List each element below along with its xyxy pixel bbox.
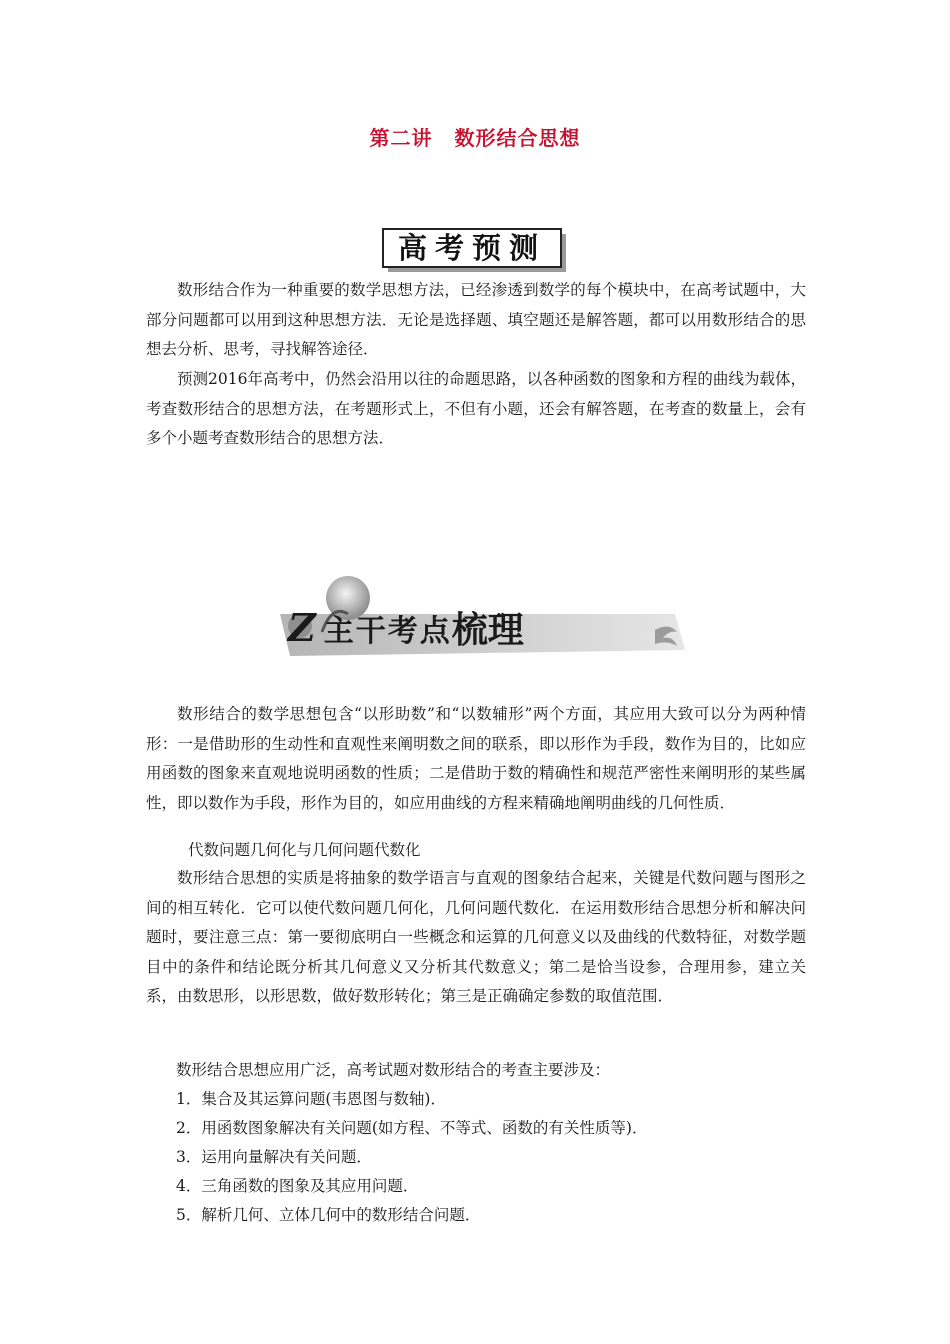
key-points-paragraph-1: 数形结合的数学思想包含“以形助数”和“以数辅形”两个方面，其应用大致可以分为两种情形：一是借助形的生动性和直观性来阐明数之间的联系，即以形作为手段，数作为目的，比如应用函数的图象来直观地说明函数的性质；二是借助于数的精确性和规范严密性来阐明形的某些属性，即以数作为手段，形作为目的，如应用曲线的方程来精确地阐明曲线的几何性质． xyxy=(146,705,806,812)
banner-forecast-label: 高考预测 xyxy=(382,228,562,268)
forecast-paragraph-2: 预测2016年高考中，仍然会沿用以往的命题思路，以各种函数的图象和方程的曲线为载体，考查数形结合的思想方法，在考题形式上，不但有小题，还会有解答题，在考查的数量上，会有多个小题考查数形结合的思想方法． xyxy=(146,370,806,447)
forecast-paragraph-1: 数形结合作为一种重要的数学思想方法，已经渗透到数学的每个模块中，在高考试题中，大部分问题都可以用到这种思想方法．无论是选择题、填空题还是解答题，都可以用数形结合的思想去分析、思考，寻找解答途径． xyxy=(146,281,806,358)
page-title xyxy=(0,122,950,151)
banner-text-emphasis: 梳理 xyxy=(451,610,524,651)
banner-letter: Z xyxy=(288,605,318,650)
list-item: 1．集合及其运算问题(韦恩图与数轴)． xyxy=(176,1090,446,1108)
list-item: 3．运用向量解决有关问题． xyxy=(176,1148,372,1166)
section-banner-forecast xyxy=(382,228,566,272)
key-points-subheading: 代数问题几何化与几何问题代数化 xyxy=(188,841,421,859)
list-item: 4．三角函数的图象及其应用问题． xyxy=(176,1177,419,1195)
applications-intro: 数形结合思想应用广泛，高考试题对数形结合的考查主要涉及： xyxy=(176,1061,611,1079)
list-item: 5．解析几何、立体几何中的数形结合问题． xyxy=(176,1206,481,1224)
key-points-paragraph-2: 数形结合思想的实质是将抽象的数学语言与直观的图象结合起来，关键是代数问题与图形之间的相互转化．它可以使代数问题几何化，几何问题代数化．在运用数形结合思想分析和解决问题时，要注意三点：第一要彻底明白一些概念和运算的几何意义以及曲线的代数特征，对数学题目中的条件和结论既分析其几何意义又分析其代数意义；第二是恰当设参，合理用参，建立关系，由数思形，以形思数，做好数形转化；第三是正确确定参数的取值范围． xyxy=(146,869,806,1005)
title-lecture-number: 第二讲 xyxy=(369,126,433,150)
section-banner-key-points xyxy=(270,574,690,664)
title-topic: 数形结合思想 xyxy=(454,126,581,150)
banner-text-main: 主干考点 xyxy=(323,613,452,649)
list-item: 2．用函数图象解决有关问题(如方程、不等式、函数的有关性质等)． xyxy=(176,1119,648,1137)
banner-key-points-label xyxy=(288,602,686,651)
